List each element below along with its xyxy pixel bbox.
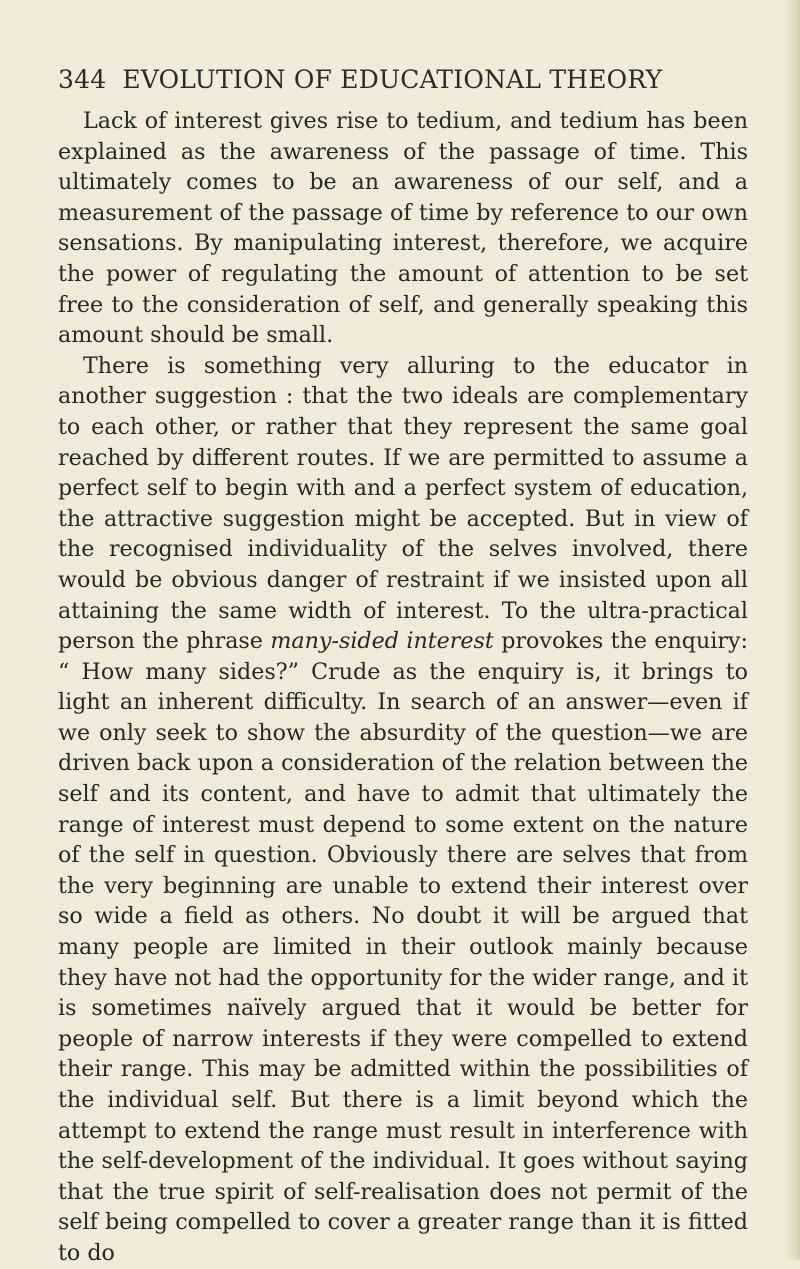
- page-number: 344: [58, 65, 107, 94]
- paragraph-2-text-a: There is something very alluring to the educator in another suggestion : that the two ideals are complementary to each other, or rather that they represent the same goal reached by different routes. If we are permitted to assume a perfect self to begin with and a perfect system of education, the attractive suggestion might be accepted. But in view of the recognised individuality of the selves involved, there would be obvious danger of restraint if we insisted upon all attaining the same width of interest. To the ultra-practical person the phrase: [58, 352, 748, 655]
- running-header: [58, 65, 748, 94]
- paragraph-2-text-b: provokes the enquiry: “ How many sides?” Crude as the enquiry is, it brings to light an inherent difficulty. In search of an answer—even if we only seek to show the absurdity of the question—we are driven back upon a consideration of the relation between the self and its content, and have to admit that ultimately the range of interest must depend to some extent on the nature of the self in question. Obviously there are selves that from the very beginning are unable to extend their interest over so wide a field as others. No doubt it will be argued that many people are limited in their outlook mainly because they have not had the opportunity for the wider range, and it is sometimes naïvely argued that it would be better for people of narrow interests if they were compelled to extend their range. This may be admitted within the possibilities of the individual self. But there is a limit beyond which the attempt to extend the range must result in interference with the self-development of the individual. It goes without saying that the true spirit of self-realisation does not permit of the self being compelled to cover a greater range than it is fitted to do: [58, 628, 749, 1266]
- paragraph-1: Lack of interest gives rise to tedium, and tedium has been explained as the awareness of the passage of time. This ultimately comes to be an awareness of our self, and a measurement of the passage of time by reference to our own sensations. By manipulating interest, therefore, we acquire the power of regulating the amount of attention to be set free to the consideration of self, and generally speaking this amount should be small.: [58, 108, 748, 349]
- italic-phrase: many-sided interest: [270, 628, 494, 655]
- page-edge-shadow: [786, 0, 800, 1260]
- running-title: EVOLUTION OF EDUCATIONAL THEORY: [122, 65, 663, 94]
- paragraph-2: [58, 351, 748, 1269]
- body-text: [58, 106, 748, 1269]
